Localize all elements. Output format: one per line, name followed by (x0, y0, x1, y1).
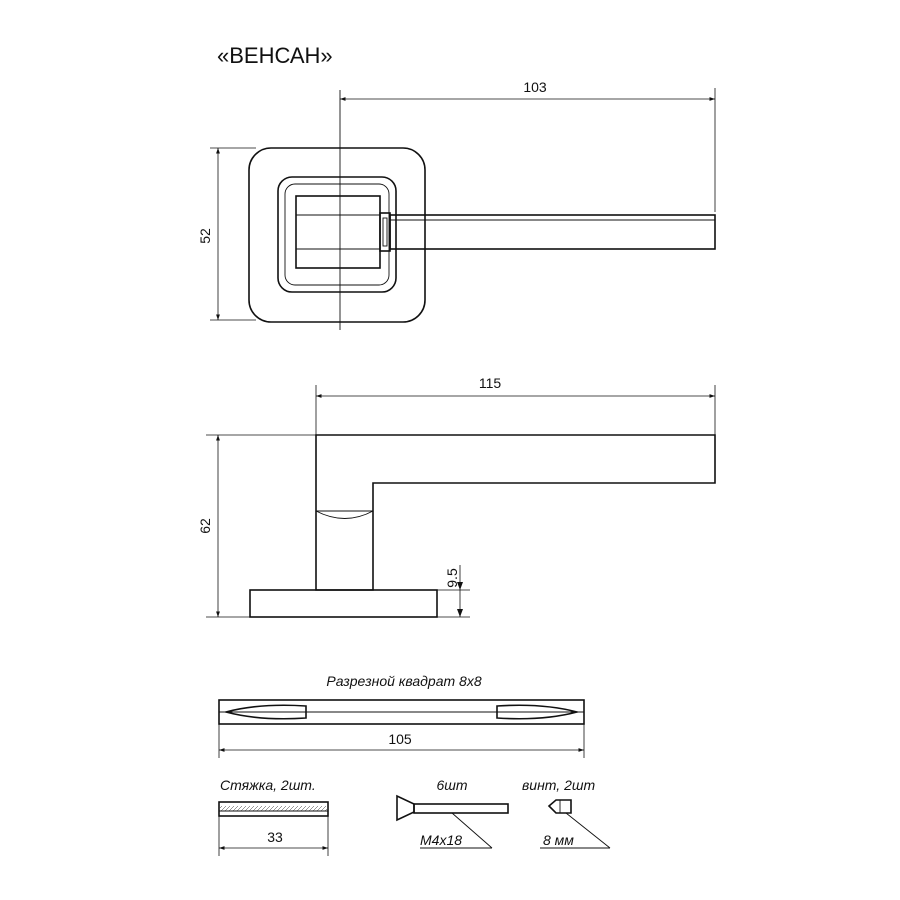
lever-profile (316, 435, 715, 590)
rosette-base-profile (250, 590, 437, 617)
setscrew-label: винт, 2шт (522, 777, 596, 793)
screw-count-label: 6шт (436, 777, 468, 793)
lever-collar (380, 213, 390, 251)
tie-rod-hatch (220, 806, 327, 811)
dim-62-label: 62 (197, 518, 213, 534)
dim-9-5-arrow-bottom (457, 609, 463, 617)
screw-size-label: M4x18 (420, 832, 463, 848)
mounting-screw (397, 777, 508, 848)
tie-rod (219, 777, 328, 856)
setscrew-size-label: 8 мм (543, 832, 574, 848)
dim-52-label: 52 (197, 228, 213, 244)
screw-shank (414, 804, 508, 813)
dim-103-label: 103 (523, 79, 547, 95)
tie-label: Стяжка, 2шт. (220, 777, 316, 793)
set-screw (522, 777, 610, 848)
lever-collar-ring (383, 218, 387, 246)
rosette-outer (249, 148, 425, 322)
side-view (197, 375, 715, 617)
dim-9-5-label: 9.5 (444, 568, 460, 588)
dim-33-label: 33 (267, 829, 283, 845)
product-title: «ВЕНСАН» (217, 43, 333, 68)
neck-block (296, 196, 380, 268)
spindle-label: Разрезной квадрат 8x8 (326, 673, 482, 689)
top-view (197, 79, 715, 330)
spindle-view (219, 673, 584, 758)
neck-curve (316, 511, 373, 519)
dim-105-label: 105 (388, 731, 412, 747)
dim-115-label: 115 (478, 375, 502, 391)
rosette-inner-rim (285, 184, 389, 285)
screw-head (397, 796, 414, 820)
